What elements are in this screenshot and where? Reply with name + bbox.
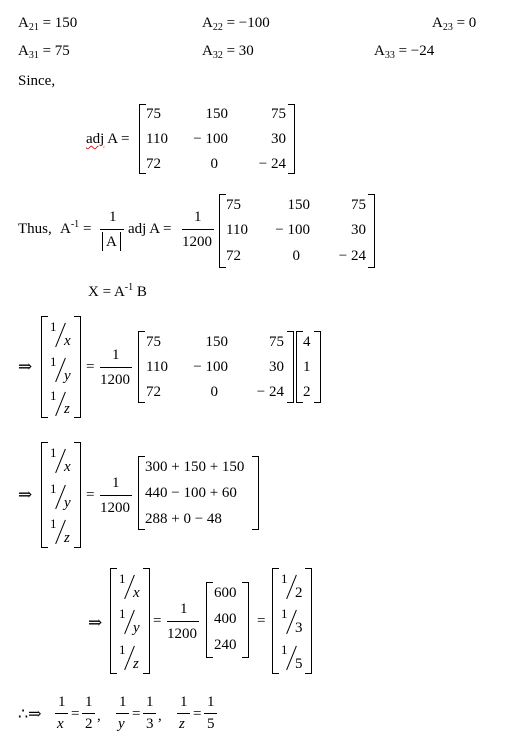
right-bracket: [74, 316, 81, 418]
cofactor-a23: $A_{23} = 0$: [432, 15, 477, 33]
implies-symbol: ⇒: [18, 485, 33, 504]
equals-sign: =: [86, 359, 95, 375]
cofactor-a33: $A_{33} = -24$: [374, 43, 435, 61]
matrix-cell: − 100: [275, 222, 310, 238]
det-a: A: [106, 234, 117, 250]
matrix-cell: 75: [351, 197, 366, 213]
fraction-denominator: 5: [207, 716, 215, 732]
matrix-cell: 288 + 0 − 48: [145, 511, 222, 527]
matrix-cell: 75: [146, 106, 161, 122]
cofactor-a21: $A_{21} = 150$: [18, 15, 78, 33]
matrix-cell: − 24: [258, 156, 286, 172]
fraction-bar: [182, 229, 214, 230]
vector-cell: 600: [214, 585, 237, 601]
matrix-cell: − 100: [193, 359, 228, 375]
recip-var: z: [64, 530, 70, 546]
fraction-numerator: 1: [119, 694, 127, 710]
equals-sign: =: [153, 613, 162, 629]
fraction-numerator: 1: [109, 209, 117, 225]
matrix-cell: 75: [269, 334, 284, 350]
right-bracket: [74, 442, 81, 548]
det-bar-right: [120, 232, 121, 251]
fraction-bar: [82, 713, 95, 714]
equals-sign: =: [132, 706, 141, 722]
result-denominator: 2: [295, 585, 303, 601]
matrix-cell: − 24: [338, 248, 366, 264]
recip-one: 1: [50, 354, 57, 369]
matrix-cell: 75: [146, 334, 161, 350]
matrix-cell: 150: [287, 197, 310, 213]
right-bracket: [252, 456, 259, 530]
fraction-bar: [100, 229, 124, 230]
a-inverse: $A^{-1}$ =: [60, 219, 92, 237]
matrix-cell: 110: [146, 359, 168, 375]
recip-one: 1: [119, 642, 126, 657]
matrix-cell: 72: [226, 248, 241, 264]
fraction-denominator: y: [118, 716, 125, 732]
matrix-cell: 75: [271, 106, 286, 122]
fraction-denominator: 1200: [182, 234, 212, 250]
recip-var: y: [64, 368, 71, 384]
equals-sign: =: [86, 487, 95, 503]
cofactor-a32: $A_{32} = 30$: [202, 43, 254, 61]
matrix-cell: 72: [146, 384, 161, 400]
fraction-denominator: 2: [85, 716, 93, 732]
fraction-bar: [100, 367, 132, 368]
fraction-numerator: 1: [58, 694, 66, 710]
recip-var: y: [133, 620, 140, 636]
right-bracket: [305, 568, 312, 674]
cofactor-a31: $A_{31} = 75$: [18, 43, 70, 61]
vector-cell: 240: [214, 637, 237, 653]
recip-var: z: [133, 656, 139, 672]
result-one: 1: [281, 606, 288, 621]
right-bracket: [314, 331, 321, 403]
fraction-denominator: z: [179, 716, 185, 732]
right-bracket: [368, 194, 375, 268]
right-bracket: [242, 582, 249, 658]
matrix-cell: − 24: [256, 384, 284, 400]
vector-cell: 2: [303, 384, 311, 400]
equals-sign: =: [257, 613, 266, 629]
recip-one: 1: [50, 516, 57, 531]
fraction-numerator: 1: [112, 347, 120, 363]
implies-symbol: ⇒: [18, 357, 33, 376]
cofactor-a22: $A_{22} = -100$: [202, 15, 270, 33]
fraction-numerator: 1: [180, 601, 188, 617]
vector-cell: 1: [303, 359, 311, 375]
fraction-bar: [100, 495, 132, 496]
right-bracket: [287, 331, 294, 403]
fraction-numerator: 1: [180, 694, 188, 710]
since-label: Since,: [18, 73, 56, 89]
implies-symbol: ⇒: [88, 613, 103, 632]
fraction-numerator: 1: [194, 209, 202, 225]
matrix-cell: 0: [210, 156, 218, 172]
fraction-numerator: 1: [112, 475, 120, 491]
matrix-cell: 30: [351, 222, 366, 238]
matrix-cell: 110: [226, 222, 248, 238]
left-bracket: [138, 331, 145, 403]
fraction-numerator: 1: [207, 694, 215, 710]
left-bracket: [296, 331, 303, 403]
recip-var: x: [133, 585, 140, 601]
matrix-cell: 440 − 100 + 60: [145, 485, 237, 501]
recip-var: x: [64, 333, 71, 349]
fraction-denominator: x: [57, 716, 64, 732]
left-bracket: [139, 104, 146, 174]
matrix-cell: 0: [292, 248, 300, 264]
vector-cell: 400: [214, 611, 237, 627]
matrix-cell: 150: [205, 334, 228, 350]
result-one: 1: [281, 642, 288, 657]
matrix-cell: 72: [146, 156, 161, 172]
left-bracket: [272, 568, 279, 674]
recip-var: x: [64, 459, 71, 475]
right-bracket: [288, 104, 295, 174]
fraction-denominator: 1200: [167, 626, 197, 642]
matrix-cell: − 100: [193, 131, 228, 147]
matrix-cell: 300 + 150 + 150: [145, 459, 245, 475]
result-one: 1: [281, 571, 288, 586]
left-bracket: [41, 316, 48, 418]
separator: ,: [97, 708, 101, 724]
recip-var: y: [64, 495, 71, 511]
fraction-denominator: 3: [146, 716, 154, 732]
right-bracket: [143, 568, 150, 674]
equals-sign: =: [193, 706, 202, 722]
recip-one: 1: [50, 445, 57, 460]
therefore-implies: ∴⇒: [18, 706, 42, 723]
vector-cell: 4: [303, 334, 311, 350]
result-denominator: 3: [295, 620, 303, 636]
left-bracket: [219, 194, 226, 268]
recip-var: z: [64, 401, 70, 417]
recip-one: 1: [119, 571, 126, 586]
recip-one: 1: [50, 481, 57, 496]
thus-label: Thus,: [18, 221, 52, 237]
fraction-bar: [55, 713, 68, 714]
fraction-numerator: 1: [146, 694, 154, 710]
fraction-bar: [204, 713, 217, 714]
fraction-numerator: 1: [85, 694, 93, 710]
left-bracket: [110, 568, 117, 674]
adj-a-label: adj A =: [86, 131, 130, 147]
matrix-cell: 0: [210, 384, 218, 400]
fraction-bar: [143, 713, 156, 714]
matrix-cell: 75: [226, 197, 241, 213]
fraction-bar: [177, 713, 190, 714]
matrix-cell: 30: [269, 359, 284, 375]
result-denominator: 5: [295, 656, 303, 672]
equals-sign: =: [71, 706, 80, 722]
recip-one: 1: [50, 319, 57, 334]
fraction-bar: [167, 621, 199, 622]
fraction-bar: [116, 713, 129, 714]
fraction-denominator: 1200: [100, 500, 130, 516]
separator: ,: [158, 708, 162, 724]
left-bracket: [41, 442, 48, 548]
adj-a-eq: adj A =: [128, 221, 172, 237]
left-bracket: [138, 456, 145, 530]
recip-one: 1: [50, 388, 57, 403]
matrix-cell: 110: [146, 131, 168, 147]
x-equals-ainv-b: $X = A^{-1}$ B: [88, 282, 147, 300]
det-bar-left: [102, 232, 103, 251]
left-bracket: [206, 582, 213, 658]
fraction-denominator: 1200: [100, 372, 130, 388]
matrix-cell: 30: [271, 131, 286, 147]
recip-one: 1: [119, 606, 126, 621]
matrix-cell: 150: [205, 106, 228, 122]
